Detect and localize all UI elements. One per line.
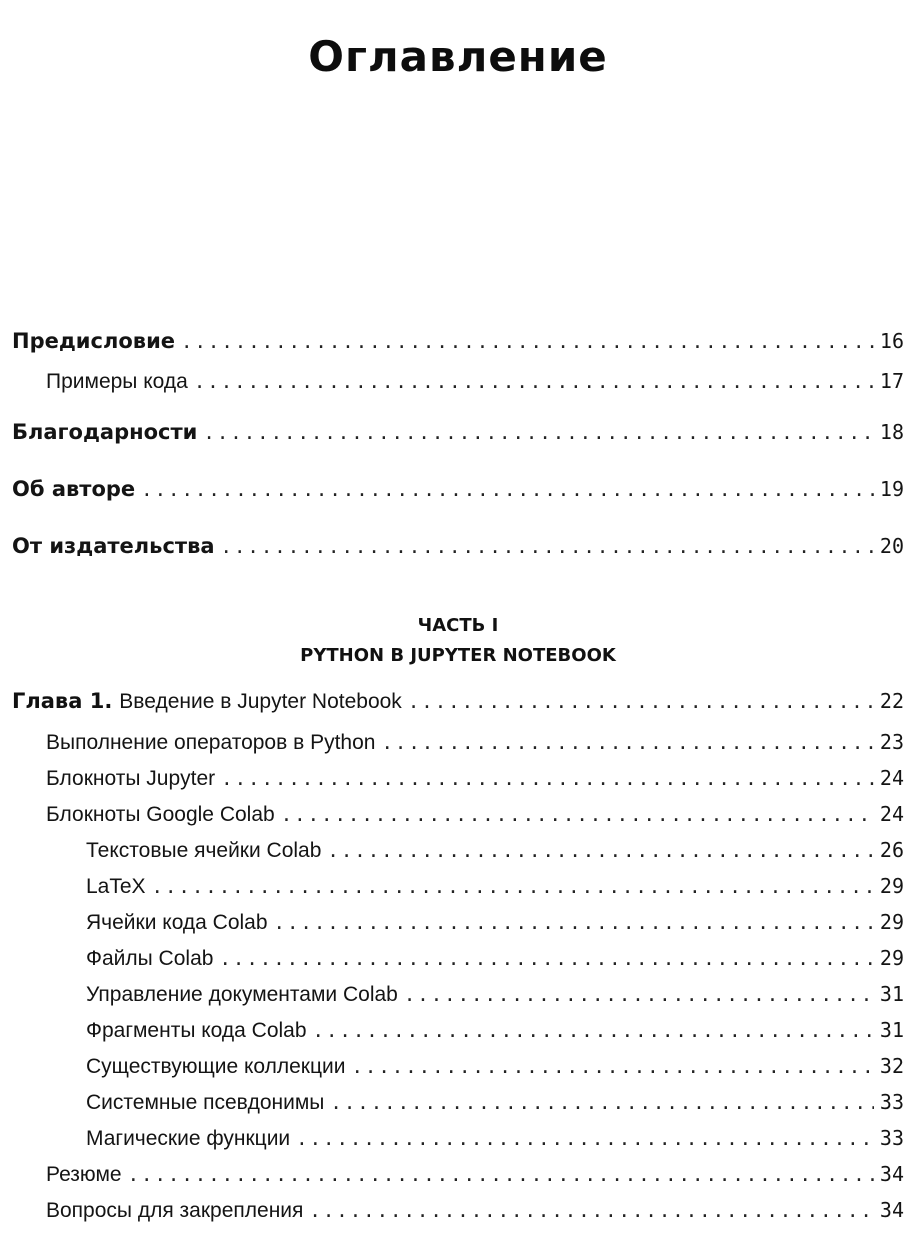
toc-page-number: 31 <box>879 982 904 1006</box>
toc-leader-dots <box>330 1092 874 1114</box>
toc-entry-title: Примеры кода <box>46 370 188 393</box>
toc-leader-dots <box>309 1200 873 1222</box>
toc-entry-section[interactable] <box>46 1198 904 1228</box>
toc-page-number: 31 <box>879 1018 904 1042</box>
toc-entry-title: Управление документами Colab <box>86 983 398 1006</box>
toc-entry-title: Предисловие <box>12 329 176 353</box>
toc-page-number: 29 <box>879 946 904 970</box>
toc-page-number: 26 <box>879 838 904 862</box>
toc-entry-section[interactable] <box>46 730 904 760</box>
toc-entry-title: Существующие коллекции <box>86 1055 346 1078</box>
toc-page-number: 23 <box>879 730 904 754</box>
toc-page-number: 29 <box>879 910 904 934</box>
toc-entry-subsection[interactable] <box>86 910 904 940</box>
toc-entry-preface[interactable] <box>12 329 904 359</box>
toc-entry-subsection[interactable] <box>86 1054 904 1084</box>
toc-page-number: 29 <box>879 874 904 898</box>
toc-entry-from-publisher[interactable] <box>12 534 904 564</box>
part-title: PYTHON В JUPYTER NOTEBOOK <box>300 645 616 666</box>
toc-leader-dots <box>203 422 874 444</box>
toc-page-number: 34 <box>879 1198 904 1222</box>
toc-entry-title: Фрагменты кода Colab <box>86 1019 307 1042</box>
toc-entry-subsection[interactable] <box>86 1018 904 1048</box>
toc-entry-section[interactable] <box>46 766 904 796</box>
chapter-label: Глава 1. <box>12 689 113 713</box>
toc-page-number: 17 <box>879 369 904 393</box>
toc-entry-subsection[interactable] <box>86 838 904 868</box>
toc-entry-title: Магические функции <box>86 1127 291 1150</box>
toc-entry-subsection[interactable] <box>86 946 904 976</box>
toc-page-number: 32 <box>879 1054 904 1078</box>
toc-leader-dots <box>327 840 873 862</box>
toc-entry-title: Блокноты Google Colab <box>46 803 275 826</box>
toc-leader-dots <box>351 1056 873 1078</box>
toc-leader-dots <box>381 732 873 754</box>
toc-entry-about-author[interactable] <box>12 477 904 507</box>
toc-entry-title: Благодарности <box>12 420 198 444</box>
toc-entry-title: Резюме <box>46 1163 122 1186</box>
toc-entry-chapter-1[interactable] <box>12 689 904 719</box>
toc-leader-dots <box>404 984 874 1006</box>
toc-entry-acknowledgements[interactable] <box>12 420 904 450</box>
toc-leader-dots <box>313 1020 874 1042</box>
toc-page-number: 19 <box>879 477 904 501</box>
toc-leader-dots <box>219 948 873 970</box>
toc-entry-title: Введение в Jupyter Notebook <box>119 690 402 713</box>
toc-entry-title: LaTeX <box>86 875 146 898</box>
toc-page-number: 22 <box>879 689 904 713</box>
page-title: Оглавление <box>308 32 608 82</box>
toc-entry-section[interactable] <box>46 1162 904 1192</box>
toc-entry-title: От издательства <box>12 534 215 558</box>
toc-leader-dots <box>408 691 874 713</box>
toc-leader-dots <box>141 479 874 501</box>
toc-page-number: 34 <box>879 1162 904 1186</box>
toc-entry-title: Системные псевдонимы <box>86 1091 325 1114</box>
toc-entry-title: Текстовые ячейки Colab <box>86 839 322 862</box>
toc-leader-dots <box>181 331 874 353</box>
toc-page-number: 33 <box>879 1090 904 1114</box>
toc-entry-title: Файлы Colab <box>86 947 214 970</box>
toc-page-number: 24 <box>879 802 904 826</box>
toc-entry-section[interactable] <box>46 802 904 832</box>
toc-entry-title: Выполнение операторов в Python <box>46 731 376 754</box>
toc-entry-title: Ячейки кода Colab <box>86 911 268 934</box>
toc-page-number: 33 <box>879 1126 904 1150</box>
toc-leader-dots <box>296 1128 874 1150</box>
toc-entry-subsection[interactable] <box>86 982 904 1012</box>
toc-entry-subsection[interactable] <box>86 1126 904 1156</box>
toc-page-number: 18 <box>879 420 904 444</box>
toc-entry-title: Об авторе <box>12 477 136 501</box>
toc-leader-dots <box>152 876 874 898</box>
toc-entry-subsection[interactable] <box>86 1090 904 1120</box>
part-number: ЧАСТЬ I <box>417 615 499 636</box>
toc-entry-title: Вопросы для закрепления <box>46 1199 304 1222</box>
toc-leader-dots <box>194 371 874 393</box>
toc-entry-code-examples[interactable] <box>46 369 904 399</box>
toc-page-number: 24 <box>879 766 904 790</box>
toc-leader-dots <box>281 804 874 826</box>
toc-leader-dots <box>221 768 874 790</box>
toc-leader-dots <box>274 912 874 934</box>
toc-leader-dots <box>128 1164 874 1186</box>
toc-entry-subsection[interactable] <box>86 874 904 904</box>
toc-leader-dots <box>221 536 874 558</box>
toc-entry-title: Блокноты Jupyter <box>46 767 216 790</box>
toc-page-number: 16 <box>879 329 904 353</box>
toc-page-number: 20 <box>879 534 904 558</box>
